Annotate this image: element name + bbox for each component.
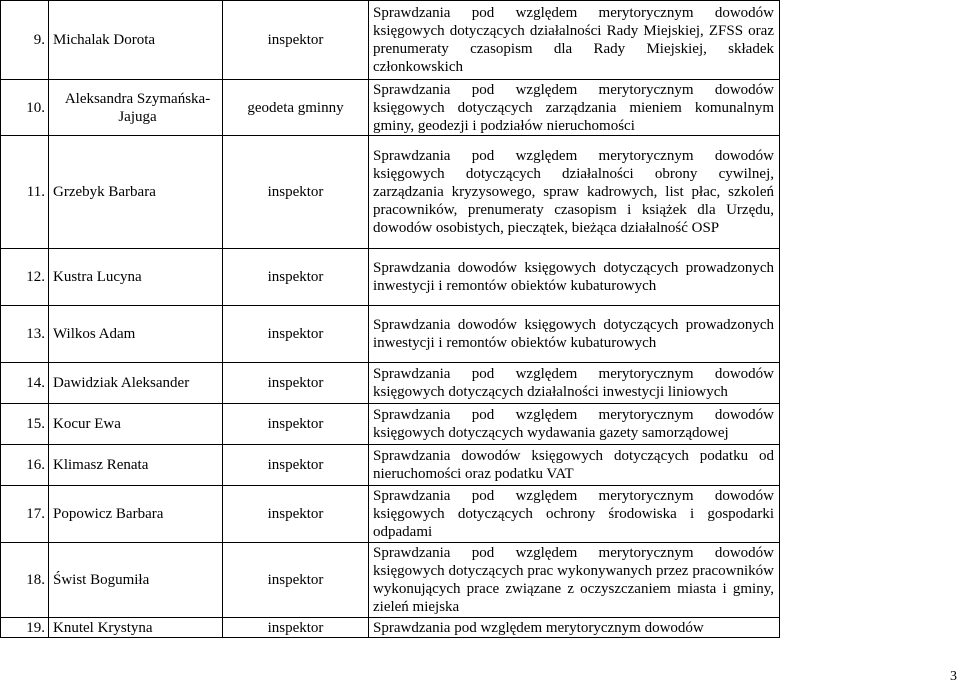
page-number: 3 bbox=[950, 669, 957, 684]
row-number: 9. bbox=[1, 1, 49, 80]
table-row bbox=[1, 249, 780, 306]
employee-position: inspektor bbox=[223, 136, 369, 249]
duty-description: Sprawdzania pod względem merytorycznym dowodów bbox=[369, 618, 780, 638]
table-row bbox=[1, 445, 780, 486]
employee-position: inspektor bbox=[223, 249, 369, 306]
employee-position: inspektor bbox=[223, 1, 369, 80]
row-number: 15. bbox=[1, 404, 49, 445]
row-number: 11. bbox=[1, 136, 49, 249]
duty-description: Sprawdzania pod względem merytorycznym dowodów księgowych dotyczących ochrony środowiska i gospodarki odpadami bbox=[369, 486, 780, 543]
employee-position: inspektor bbox=[223, 618, 369, 638]
table-row bbox=[1, 486, 780, 543]
duty-description: Sprawdzania pod względem merytorycznym dowodów księgowych dotyczących prac wykonywanych przez pracowników wykonujących prace związane z oczyszczaniem miasta i gminy, zieleń miejska bbox=[369, 543, 780, 618]
employee-position: geodeta gminny bbox=[223, 80, 369, 136]
row-number: 18. bbox=[1, 543, 49, 618]
duty-description: Sprawdzania dowodów księgowych dotyczących prowadzonych inwestycji i remontów obiektów kubaturowych bbox=[369, 249, 780, 306]
row-number: 13. bbox=[1, 306, 49, 363]
employee-position: inspektor bbox=[223, 486, 369, 543]
employee-name: Knutel Krystyna bbox=[49, 618, 223, 638]
duty-description: Sprawdzania pod względem merytorycznym dowodów księgowych dotyczących działalności inwestycji liniowych bbox=[369, 363, 780, 404]
duty-description: Sprawdzania pod względem merytorycznym dowodów księgowych dotyczących działalności obrony cywilnej, zarządzania kryzysowego, spraw kadrowych, list płac, szkoleń pracowników, prenumeraty czasopism i książek dla Urzędu, dowodów osobistych, pieczątek, bieżąca działalność OSP bbox=[369, 136, 780, 249]
row-number: 16. bbox=[1, 445, 49, 486]
table-row bbox=[1, 404, 780, 445]
employee-position: inspektor bbox=[223, 445, 369, 486]
row-number: 17. bbox=[1, 486, 49, 543]
employee-name: Klimasz Renata bbox=[49, 445, 223, 486]
employee-name: Kustra Lucyna bbox=[49, 249, 223, 306]
duty-description: Sprawdzania dowodów księgowych dotyczących prowadzonych inwestycji i remontów obiektów kubaturowych bbox=[369, 306, 780, 363]
employee-name: Świst Bogumiła bbox=[49, 543, 223, 618]
employee-name: Aleksandra Szymańska-Jajuga bbox=[49, 80, 223, 136]
table-row bbox=[1, 618, 780, 638]
row-number: 14. bbox=[1, 363, 49, 404]
table-row bbox=[1, 363, 780, 404]
duty-description: Sprawdzania pod względem merytorycznym dowodów księgowych dotyczących zarządzania mieniem komunalnym gminy, geodezji i podziałów nieruchomości bbox=[369, 80, 780, 136]
row-number: 10. bbox=[1, 80, 49, 136]
employee-name: Dawidziak Aleksander bbox=[49, 363, 223, 404]
table-row bbox=[1, 80, 780, 136]
employee-name: Wilkos Adam bbox=[49, 306, 223, 363]
row-number: 12. bbox=[1, 249, 49, 306]
employee-position: inspektor bbox=[223, 543, 369, 618]
employee-name: Popowicz Barbara bbox=[49, 486, 223, 543]
table-row bbox=[1, 1, 780, 80]
table-row bbox=[1, 543, 780, 618]
table-row bbox=[1, 306, 780, 363]
employee-position: inspektor bbox=[223, 306, 369, 363]
row-number: 19. bbox=[1, 618, 49, 638]
table-row bbox=[1, 136, 780, 249]
duty-description: Sprawdzania pod względem merytorycznym dowodów księgowych dotyczących wydawania gazety samorządowej bbox=[369, 404, 780, 445]
employee-position: inspektor bbox=[223, 363, 369, 404]
duty-description: Sprawdzania pod względem merytorycznym dowodów księgowych dotyczących działalności Rady Miejskiej, ZFSS oraz prenumeraty czasopism dla Rady Miejskiej, składek członkowskich bbox=[369, 1, 780, 80]
duty-description: Sprawdzania dowodów księgowych dotyczących podatku od nieruchomości oraz podatku VAT bbox=[369, 445, 780, 486]
employee-name: Michalak Dorota bbox=[49, 1, 223, 80]
employee-name: Grzebyk Barbara bbox=[49, 136, 223, 249]
employee-position: inspektor bbox=[223, 404, 369, 445]
employee-name: Kocur Ewa bbox=[49, 404, 223, 445]
